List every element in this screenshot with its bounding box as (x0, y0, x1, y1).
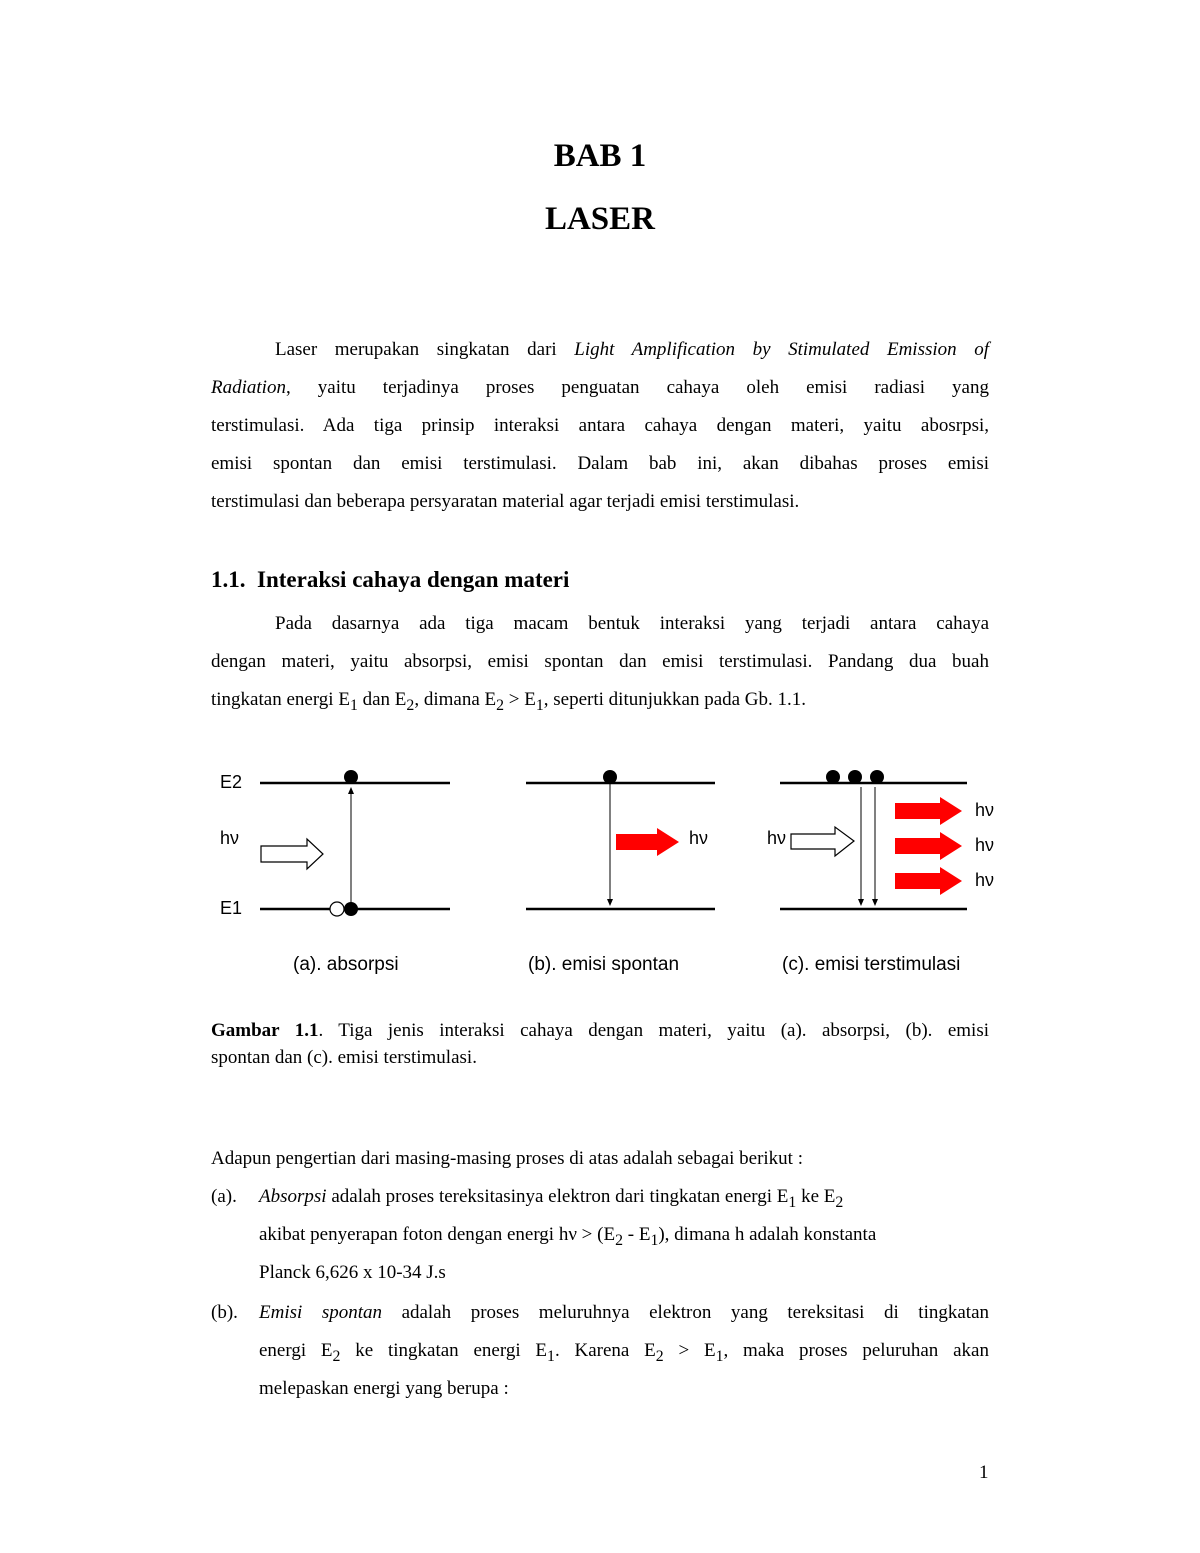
intro-line-3: terstimulasi. Ada tiga prinsip interaksi antara cahaya dengan materi, yaitu abosrpsi, (211, 415, 989, 436)
intro-line-1: Laser merupakan singkatan dari Light Amplification by Stimulated Emission of (275, 339, 989, 360)
section-line-1: Pada dasarnya ada tiga macam bentuk interaksi yang terjadi antara cahaya (275, 613, 989, 634)
label-hv-c-1: hν (975, 800, 995, 820)
emitted-photon-arrow-c-2 (895, 832, 962, 860)
caption-label: Gambar 1.1 (211, 1020, 319, 1041)
term-absorpsi: Absorpsi (259, 1186, 327, 1207)
caption-b: (b). emisi spontan (528, 954, 680, 975)
label-hv-c-in: hν (767, 828, 787, 848)
label-hv-a: hν (220, 828, 240, 848)
intro-line-4: emisi spontan dan emisi terstimulasi. Dalam bab ini, akan dibahas proses emisi (211, 453, 989, 474)
electron-c-2 (848, 770, 862, 784)
chapter-number: BAB 1 (553, 138, 647, 174)
label-hv-b: hν (689, 828, 709, 848)
definition-b-label: (b). (211, 1302, 238, 1323)
caption-c: (c). emisi terstimulasi (782, 954, 961, 975)
electron-upper-a (344, 770, 358, 784)
panel-emisi-spontan (526, 770, 715, 975)
definition-a-label: (a). (211, 1186, 237, 1207)
label-hv-c-2: hν (975, 835, 995, 855)
electron-empty-a (330, 902, 344, 916)
section-line-3: tingkatan energi $E_1$ dan $E_2$, dimana $E_2 > E_1$, seperti ditunjukkan pada Gb. 1.1. (211, 689, 807, 714)
label-e2: E2 (220, 772, 243, 792)
definition-b: Emisi spontan adalah proses meluruhnya elektron yang tereksitasi di tingkatan energi $E_2$ ke tingkatan energi $E_1$. Karena $E_2 > E_1$, maka proses peluruhan akan melepaskan energi yang berupa : (259, 1302, 990, 1399)
definition-a: Absorpsi adalah proses tereksitasinya elektron dari tingkatan energi $E_1$ ke $E_2$ akibat penyerapan foton dengan energi $h\nu > (E_2 - E_1)$, dimana h adalah konstanta Planck 6,626 x 10-34 J.s (259, 1186, 877, 1283)
label-hv-c-3: hν (975, 870, 995, 890)
electron-c-3 (870, 770, 884, 784)
caption-a: (a). absorpsi (293, 954, 399, 975)
section-line-2: dengan materi, yaitu absorpsi, emisi spontan dan emisi terstimulasi. Pandang dua buah (211, 651, 989, 672)
definitions-intro: Adapun pengertian dari masing-masing proses di atas adalah sebagai berikut : (211, 1148, 803, 1169)
electron-lower-a (344, 902, 358, 916)
panel-absorpsi (220, 770, 450, 975)
section-heading (211, 567, 569, 593)
intro-paragraph (211, 331, 989, 521)
incoming-photon-arrow-c (791, 827, 854, 856)
panel-emisi-terstimulasi (767, 770, 994, 975)
emitted-photon-arrow-c-3 (895, 867, 962, 895)
section-paragraph (211, 605, 989, 719)
emitted-photon-arrow-b (616, 828, 679, 856)
label-e1: E1 (220, 898, 243, 918)
figure-caption: Gambar 1.1. Tiga jenis interaksi cahaya dengan materi, yaitu (a). absorpsi, (b). emisi spontan dan (c). emisi terstimulasi. (211, 1020, 989, 1068)
electron-upper-b (603, 770, 617, 784)
section-title: Interaksi cahaya dengan materi (257, 567, 570, 592)
intro-line-2: Radiation, yaitu terjadinya proses penguatan cahaya oleh emisi radiasi yang (211, 377, 989, 398)
intro-line-5: terstimulasi dan beberapa persyaratan material agar terjadi emisi terstimulasi. (211, 491, 800, 512)
electron-c-1 (826, 770, 840, 784)
page-number: 1 (979, 1462, 989, 1483)
term-emisi-spontan: Emisi spontan (259, 1302, 383, 1323)
energy-level-figure (205, 760, 1005, 980)
incoming-photon-arrow-a (261, 839, 323, 869)
emitted-photon-arrow-c-1 (895, 797, 962, 825)
section-number: 1.1. (211, 567, 246, 592)
chapter-title: LASER (544, 201, 656, 237)
